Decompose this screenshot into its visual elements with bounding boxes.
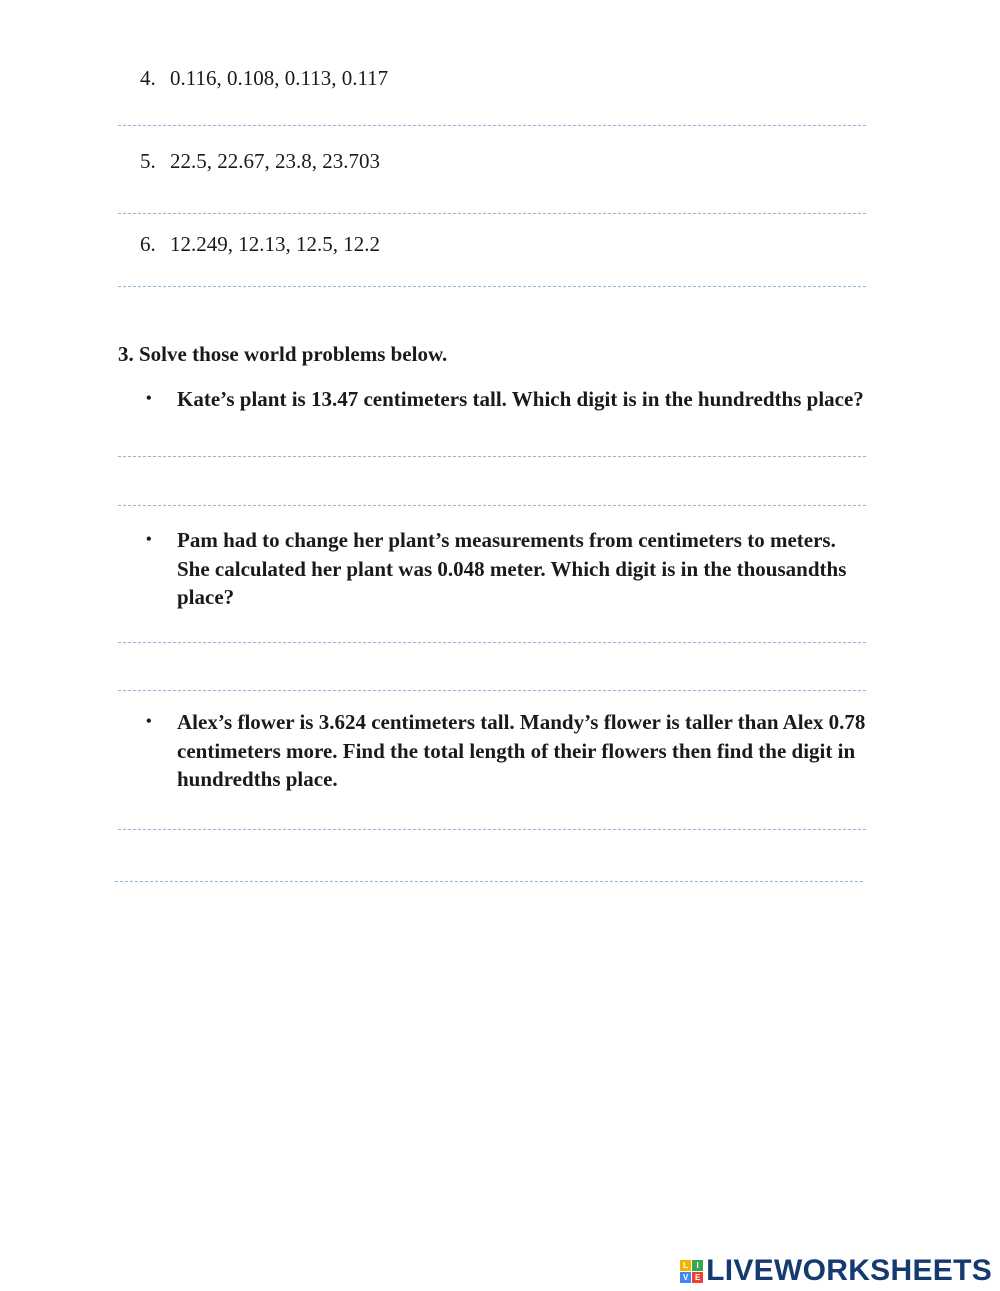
word-problem [146, 526, 866, 612]
answer-input[interactable] [118, 92, 866, 126]
logo-wordmark: LIVEWORKSHEETS [706, 1254, 992, 1287]
problem-text: Alex’s flower is 3.624 centimeters tall. Mandy’s flower is taller than Alex 0.78 centimeters more. Find the total length of their flowers then find the digit in hundredths place. [177, 710, 866, 791]
logo-letter: I [692, 1260, 703, 1271]
bullet-icon: • [146, 531, 152, 548]
word-problem [146, 708, 866, 794]
answer-line [118, 286, 866, 287]
answer-line [118, 690, 866, 691]
liveworksheets-logo [680, 1254, 992, 1288]
answer-input[interactable] [118, 179, 866, 213]
list-item [140, 149, 380, 174]
item-values: 0.116, 0.108, 0.113, 0.117 [170, 66, 389, 90]
answer-line [118, 456, 866, 457]
item-number: 4. [140, 66, 156, 90]
bullet-icon: • [146, 390, 152, 407]
logo-letter: V [680, 1272, 691, 1283]
problem-text: Pam had to change her plant’s measurements from centimeters to meters. She calculated her plant was 0.048 meter. Which digit is in the thousandths place? [177, 528, 847, 609]
answer-line [118, 829, 866, 830]
answer-input[interactable] [118, 422, 866, 456]
problem-text: Kate’s plant is 13.47 centimeters tall. Which digit is in the hundredths place? [177, 387, 864, 411]
answer-input[interactable] [118, 795, 866, 829]
answer-line [118, 505, 866, 506]
bullet-icon: • [146, 713, 152, 730]
answer-input[interactable] [118, 656, 866, 690]
answer-input[interactable] [118, 608, 866, 642]
item-values: 22.5, 22.67, 23.8, 23.703 [170, 149, 380, 173]
answer-line [115, 881, 863, 882]
logo-letter: L [680, 1260, 691, 1271]
logo-mark-icon [680, 1260, 703, 1283]
logo-letter: E [692, 1272, 703, 1283]
section-heading: 3. Solve those world problems below. [118, 342, 448, 366]
word-problem [146, 385, 866, 414]
item-number: 6. [140, 232, 156, 256]
answer-input[interactable] [118, 470, 866, 504]
answer-input[interactable] [118, 846, 866, 880]
answer-input[interactable] [118, 253, 866, 287]
item-number: 5. [140, 149, 156, 173]
answer-line [118, 125, 866, 126]
list-item [140, 66, 388, 91]
answer-line [118, 642, 866, 643]
answer-line [118, 213, 866, 214]
item-values: 12.249, 12.13, 12.5, 12.2 [170, 232, 380, 256]
